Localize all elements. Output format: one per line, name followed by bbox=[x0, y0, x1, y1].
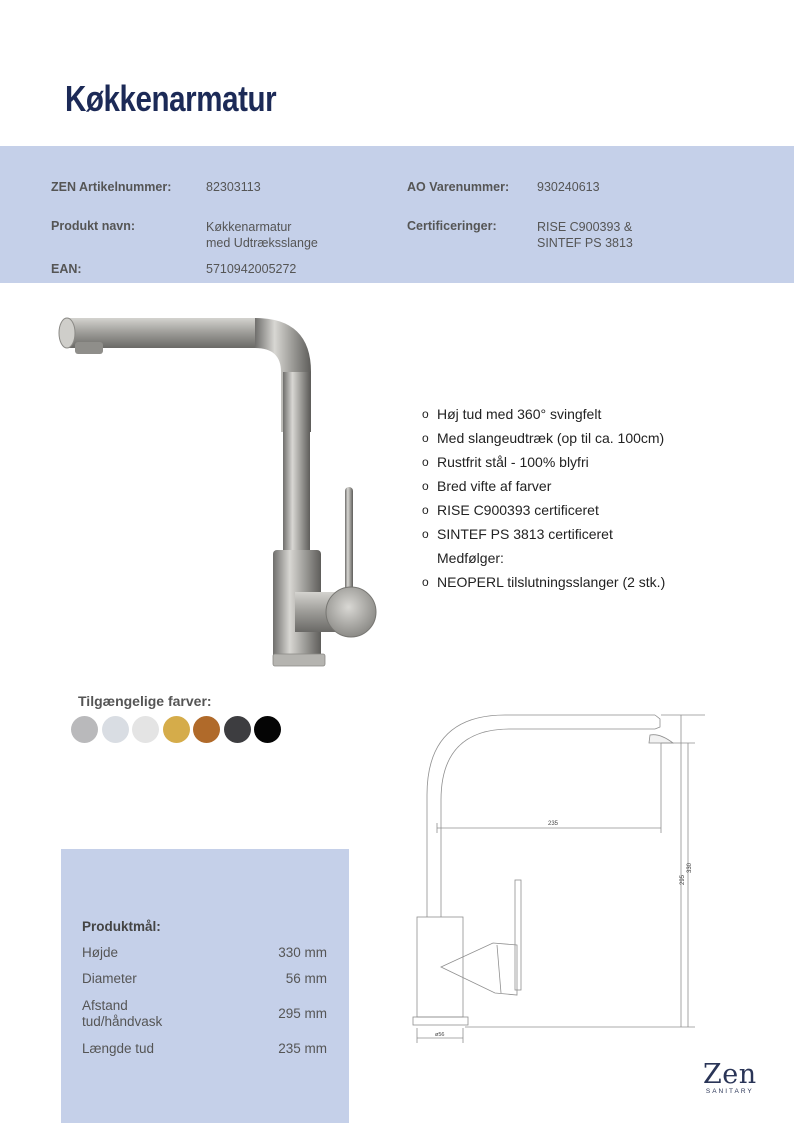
logo-subtitle: SANITARY bbox=[705, 1088, 754, 1095]
feature-text: Rustfrit stål - 100% blyfri bbox=[437, 454, 589, 470]
color-swatch-white bbox=[132, 716, 159, 743]
color-swatch-copper bbox=[193, 716, 220, 743]
feature-text: Medfølger: bbox=[437, 550, 504, 566]
zen-article-label: ZEN Artikelnummer: bbox=[51, 180, 172, 194]
feature-item bbox=[422, 405, 665, 429]
bullet-icon: o bbox=[422, 407, 429, 421]
dimension-name: Højde bbox=[82, 945, 119, 960]
product-name-value-line2: med Udtræksslange bbox=[206, 236, 318, 250]
feature-item bbox=[422, 477, 665, 501]
ean-label: EAN: bbox=[51, 262, 82, 276]
drawing-label-spout-length: 235 bbox=[548, 821, 559, 827]
faucet-image bbox=[55, 312, 385, 672]
drawing-label-spout-height: 295 bbox=[680, 874, 686, 885]
product-name-value-line1: Køkkenarmatur bbox=[206, 220, 292, 234]
bullet-icon: o bbox=[422, 503, 429, 517]
dimension-name: Længde tud bbox=[82, 1041, 155, 1056]
bullet-icon: o bbox=[422, 527, 429, 541]
color-swatch-gunmetal bbox=[224, 716, 251, 743]
bullet-icon: o bbox=[422, 479, 429, 493]
dimensions-title: Produktmål: bbox=[82, 919, 161, 934]
certifications-label: Certificeringer: bbox=[407, 219, 497, 233]
dimension-value: 235 mm bbox=[278, 1041, 327, 1056]
certifications-value-line1: RISE C900393 & bbox=[537, 220, 633, 234]
certifications-value-line2: SINTEF PS 3813 bbox=[537, 236, 633, 250]
feature-item bbox=[422, 453, 665, 477]
color-swatch-brushed-gold bbox=[163, 716, 190, 743]
ao-number-value: 930240613 bbox=[537, 180, 600, 194]
dimension-name: Diameter bbox=[82, 971, 137, 986]
color-swatch-black bbox=[254, 716, 281, 743]
feature-text: NEOPERL tilslutningsslanger (2 stk.) bbox=[437, 574, 666, 590]
feature-text: Med slangeudtræk (op til ca. 100cm) bbox=[437, 430, 665, 446]
technical-drawing bbox=[405, 705, 705, 1045]
feature-item bbox=[422, 429, 665, 453]
feature-text: RISE C900393 certificeret bbox=[437, 502, 599, 518]
ean-value: 5710942005272 bbox=[206, 262, 297, 276]
feature-text: Høj tud med 360° svingfelt bbox=[437, 406, 602, 422]
dimension-name-line2: tud/håndvask bbox=[82, 1014, 163, 1029]
colors-title: Tilgængelige farver: bbox=[78, 693, 212, 709]
dimensions-panel bbox=[61, 849, 349, 1123]
color-swatch-chrome bbox=[102, 716, 129, 743]
color-swatches bbox=[71, 716, 281, 743]
logo-name: Zen bbox=[703, 1059, 757, 1090]
feature-text: SINTEF PS 3813 certificeret bbox=[437, 526, 613, 542]
dimension-value: 56 mm bbox=[285, 971, 327, 986]
drawing-label-total-height: 330 bbox=[687, 862, 693, 873]
bullet-icon: o bbox=[422, 431, 429, 445]
feature-item bbox=[422, 525, 665, 549]
page-title: Køkkenarmatur bbox=[65, 78, 277, 119]
ao-number-label: AO Varenummer: bbox=[407, 180, 510, 194]
zen-sanitary-logo bbox=[703, 1060, 757, 1095]
product-name-label: Produkt navn: bbox=[51, 219, 136, 233]
bullet-icon: o bbox=[422, 455, 429, 469]
color-swatch-brushed-steel bbox=[71, 716, 98, 743]
feature-item bbox=[422, 549, 665, 573]
feature-item bbox=[422, 573, 665, 597]
feature-text: Bred vifte af farver bbox=[437, 478, 552, 494]
feature-list bbox=[422, 405, 665, 597]
dimension-value: 330 mm bbox=[278, 945, 327, 960]
drawing-label-diameter: ø56 bbox=[435, 1032, 445, 1038]
dimension-value: 295 mm bbox=[278, 1006, 327, 1021]
feature-item bbox=[422, 501, 665, 525]
dimension-name: Afstand bbox=[82, 998, 128, 1013]
bullet-icon: o bbox=[422, 575, 429, 589]
product-info-band bbox=[0, 146, 794, 283]
zen-article-value: 82303113 bbox=[206, 180, 261, 194]
